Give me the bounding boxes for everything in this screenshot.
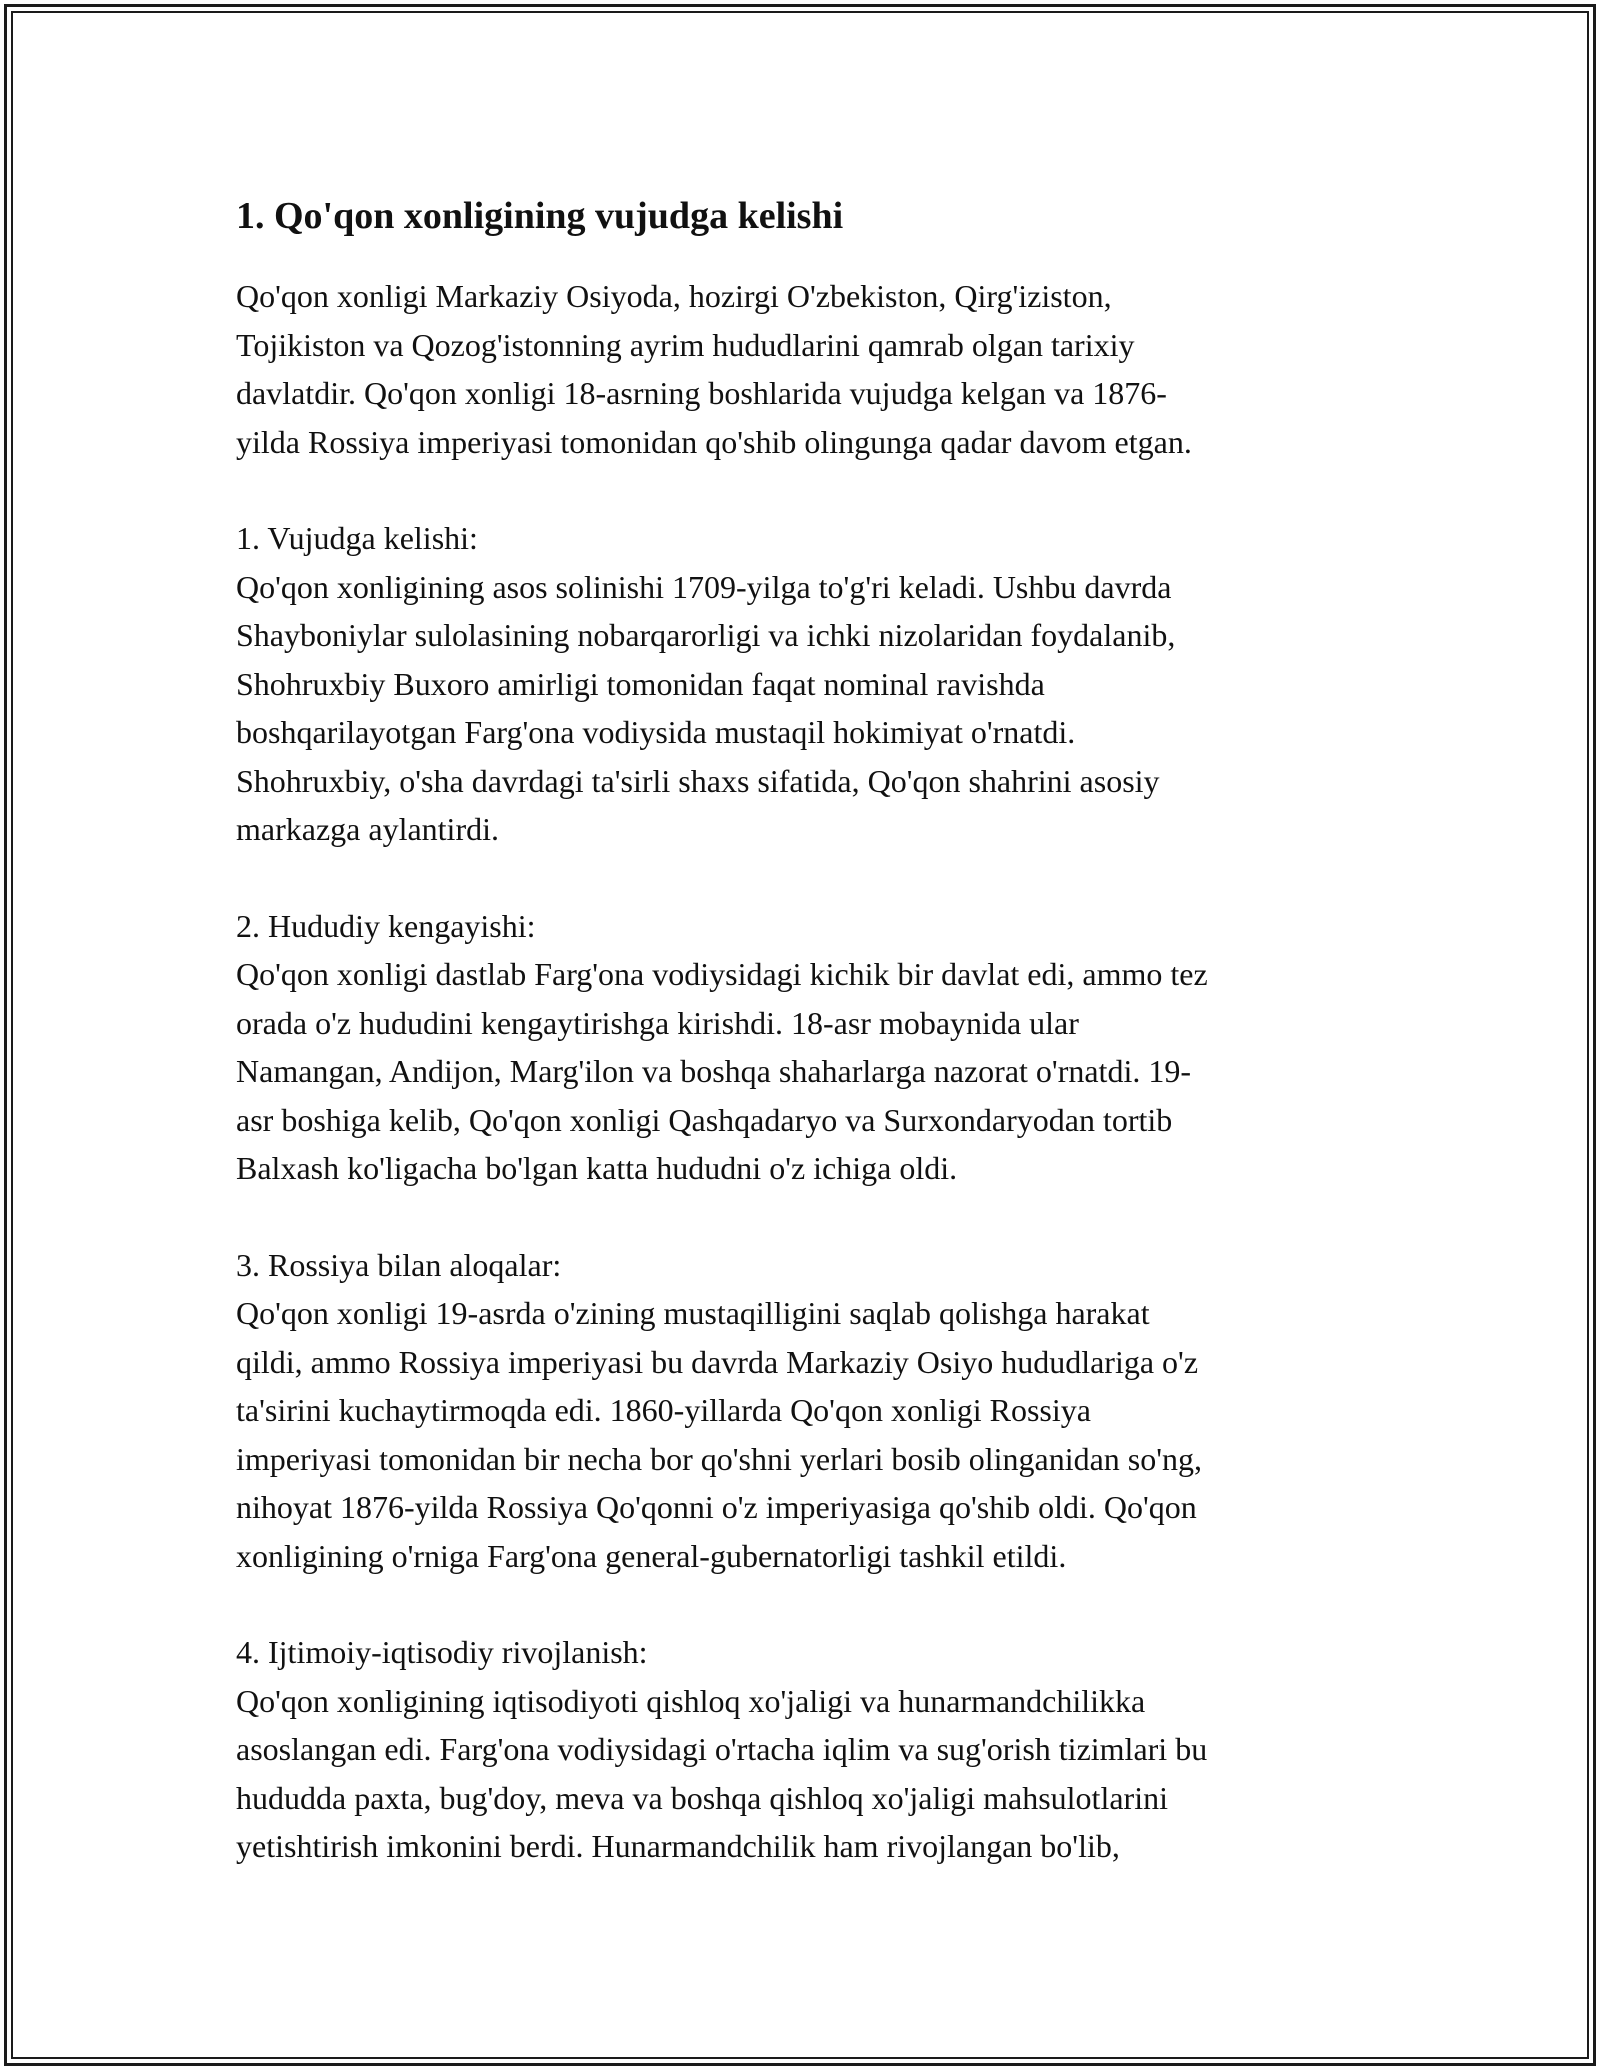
text-line: imperiyasi tomonidan bir necha bor qo'shni yerlari bosib olinganidan so'ng, (236, 1440, 1203, 1477)
section-russia-relations (236, 1241, 1366, 1581)
section-paragraph (236, 1289, 1366, 1580)
text-line: orada o'z hududini kengaytirishga kirishdi. 18-asr mobaynida ular (236, 1004, 1079, 1041)
text-line: hududda paxta, bug'doy, meva va boshqa qishloq xo'jaligi mahsulotlarini (236, 1779, 1168, 1816)
section-territorial-expansion (236, 902, 1366, 1193)
text-line: Tojikiston va Qozog'istonning ayrim hududlarini qamrab olgan tarixiy (236, 326, 1135, 363)
text-line: yilda Rossiya imperiyasi tomonidan qo'shib olingunga qadar davom etgan. (236, 423, 1192, 460)
text-line: Qo'qon xonligi 19-asrda o'zining mustaqilligini saqlab qolishga harakat (236, 1295, 1150, 1331)
text-line: Qo'qon xonligining asos solinishi 1709-yilga to'g'ri keladi. Ushbu davrda (236, 568, 1172, 605)
text-line: boshqarilayotgan Farg'ona vodiysida mustaqil hokimiyat o'rnatdi. (236, 714, 1076, 750)
section-origin (236, 514, 1366, 854)
section-paragraph (236, 563, 1366, 854)
document-body (236, 188, 1366, 1871)
text-line: nihoyat 1876-yilda Rossiya Qo'qonni o'z imperiyasiga qo'shib oldi. Qo'qon (236, 1489, 1197, 1525)
section-heading: 2. Hududiy kengayishi: (236, 907, 536, 944)
section-heading: 4. Ijtimoiy-iqtisodiy rivojlanish: (236, 1634, 648, 1670)
text-line: asoslangan edi. Farg'ona vodiysidagi o'rtacha iqlim va sug'orish tizimlari bu (236, 1731, 1208, 1767)
text-line: asr boshiga kelib, Qo'qon xonligi Qashqadaryo va Surxondaryodan tortib (236, 1101, 1173, 1138)
text-line: qildi, ammo Rossiya imperiyasi bu davrda Markaziy Osiyo hududlariga o'z (236, 1343, 1199, 1380)
section-paragraph (236, 1677, 1366, 1871)
text-line: Namangan, Andijon, Marg'ilon va boshqa shaharlarga nazorat o'rnatdi. 19- (236, 1053, 1191, 1089)
text-line: Qo'qon xonligining iqtisodiyoti qishloq xo'jaligi va hunarmandchilikka (236, 1682, 1146, 1719)
text-line: markazga aylantirdi. (236, 811, 499, 847)
text-line: Shohruxbiy, o'sha davrdagi ta'sirli shaxs sifatida, Qo'qon shahrini asosiy (236, 762, 1160, 799)
text-line: Shohruxbiy Buxoro amirligi tomonidan faqat nominal ravishda (236, 665, 1045, 702)
text-line: xonligining o'rniga Farg'ona general-gubernatorligi tashkil etildi. (236, 1537, 1067, 1574)
section-heading: 1. Vujudga kelishi: (236, 520, 478, 556)
text-line: Balxash ko'ligacha bo'lgan katta hududni o'z ichiga oldi. (236, 1150, 958, 1186)
text-line: Shayboniylar sulolasining nobarqarorligi va ichki nizolaridan foydalanib, (236, 617, 1176, 653)
document-title: 1. Qo'qon xonligining vujudga kelishi (236, 195, 844, 237)
section-paragraph (236, 950, 1366, 1193)
section-heading: 3. Rossiya bilan aloqalar: (236, 1246, 562, 1283)
section-socio-economic (236, 1628, 1366, 1871)
text-line: Qo'qon xonligi dastlab Farg'ona vodiysidagi kichik bir davlat edi, ammo tez (236, 956, 1208, 992)
text-line: davlatdir. Qo'qon xonligi 18-asrning boshlarida vujudga kelgan va 1876- (236, 375, 1167, 411)
intro-paragraph (236, 272, 1366, 466)
text-line: Qo'qon xonligi Markaziy Osiyoda, hozirgi O'zbekiston, Qirg'iziston, (236, 278, 1112, 314)
text-line: ta'sirini kuchaytirmoqda edi. 1860-yillarda Qo'qon xonligi Rossiya (236, 1392, 1091, 1428)
text-line: yetishtirish imkonini berdi. Hunarmandchilik ham rivojlangan bo'lib, (236, 1828, 1120, 1864)
